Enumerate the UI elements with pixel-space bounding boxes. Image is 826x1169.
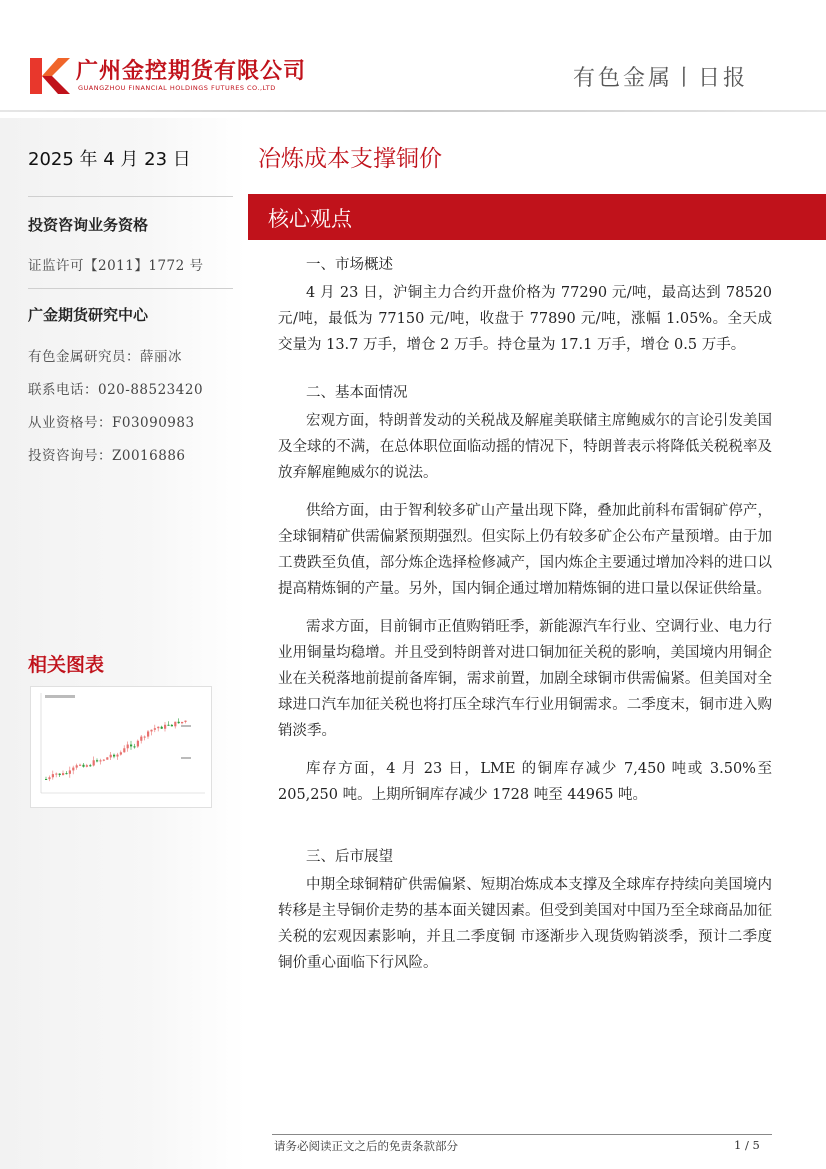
candle-body (106, 757, 108, 759)
company-name: 广州金控期货有限公司 (76, 59, 307, 84)
paragraph: 宏观方面，特朗普发动的关税战及解雇美联储主席鲍威尔的言论引发美国及全球的不满，在总体职位面临动摇的情况下，特朗普表示将降低关税税率及放弃解雇鲍威尔的说法。 (278, 413, 772, 481)
company-logo-icon (28, 54, 72, 98)
candle-body (137, 741, 139, 747)
page-number: 1 / 5 (734, 1138, 760, 1152)
paragraph: 4 月 23 日，沪铜主力合约开盘价格为 77290 元/吨，最高达到 78520 元/吨，最低为 77150 元/吨，收盘于 77890 元/吨，涨幅 1.05%。全天成交量为 13.7 万手，增仓 2 万手。持仓量为 17.1 万手，增仓 0.5 万手。 (278, 285, 772, 353)
candle-body (76, 765, 78, 767)
sidebar-divider (28, 288, 233, 289)
section-title: 三、后市展望 (306, 849, 393, 865)
report-type: 有色金属丨日报 (572, 66, 748, 91)
candle-body (55, 774, 57, 775)
sidebar (0, 118, 246, 1169)
researcher-name: 有色金属研究员：薛丽冰 (28, 349, 182, 365)
candle-body (99, 760, 101, 761)
candle-body (96, 760, 98, 761)
candle-body (174, 722, 176, 727)
candle-body (120, 752, 122, 754)
candle-body (178, 722, 180, 723)
candle-body (171, 725, 173, 726)
contact-phone: 联系电话：020-88523420 (28, 382, 204, 398)
candle-body (69, 770, 71, 773)
candle-body (161, 727, 163, 729)
certificate-number: 从业资格号：F03090983 (28, 415, 195, 431)
candle-body (59, 774, 61, 775)
candle-body (48, 777, 50, 779)
candle-body (157, 727, 159, 728)
candle-body (130, 745, 132, 747)
candle-body (133, 746, 135, 747)
section-title: 一、市场概述 (306, 257, 393, 273)
header-divider (0, 110, 826, 112)
research-center-title: 广金期货研究中心 (28, 306, 149, 324)
candle-body (82, 765, 84, 767)
page-header (0, 0, 826, 120)
candle-body (79, 765, 81, 766)
company-name-en: GUANGZHOU FINANCIAL HOLDINGS FUTURES CO.,LTD (78, 84, 276, 92)
section-title: 二、基本面情况 (306, 385, 408, 401)
candle-body (167, 725, 169, 726)
candle-body (123, 748, 125, 752)
footer-divider (272, 1134, 772, 1135)
license-number: 证监许可【2011】1772 号 (28, 258, 204, 274)
candle-body (147, 731, 149, 736)
candle-body (127, 745, 129, 749)
candle-body (103, 760, 105, 761)
core-view-title: 核心观点 (268, 207, 352, 231)
candle-body (116, 755, 118, 757)
candle-body (45, 779, 47, 780)
candle-body (184, 721, 186, 722)
report-title: 冶炼成本支撑铜价 (258, 146, 442, 172)
candle-body (62, 773, 64, 775)
candle-body (144, 737, 146, 738)
sidebar-divider (28, 196, 233, 197)
candlestick-chart (31, 687, 211, 807)
paragraph: 中期全球铜精矿供需偏紧、短期冶炼成本支撑及全球库存持续向美国境内转移是主导铜价走势的基本面关键因素。但受到美国对中国乃至全球商品加征关税的宏观因素影响，并且二季度铜 市逐渐步入现货购销淡季，预计二季度铜价重心面临下行风险。 (278, 877, 772, 971)
consult-number: 投资咨询号：Z0016886 (28, 448, 186, 464)
related-charts-title: 相关图表 (28, 654, 105, 676)
candle-body (72, 768, 74, 771)
candle-body (181, 722, 183, 723)
candle-body (150, 730, 152, 732)
candle-body (52, 774, 54, 777)
paragraph: 库存方面，4 月 23 日，LME 的铜库存减少 7,450 吨或 3.50%至 205,250 吨。上期所铜库存减少 1728 吨至 44965 吨。 (278, 761, 772, 803)
candle-body (93, 760, 95, 765)
candle-body (65, 773, 67, 774)
paragraph: 供给方面，由于智利较多矿山产量出现下降，叠加此前科布雷铜矿停产，全球铜精矿供需偏紧预期强烈。但实际上仍有较多矿企公布产量预增。由于加工费跌至负值，部分炼企选择检修减产，国内炼企主要通过增加冷料的进口以提高精炼铜的产量。另外，国内铜企通过增加精炼铜的进口量以保证供给量。 (278, 503, 772, 597)
candle-body (164, 725, 166, 729)
copper-price-chart (30, 686, 212, 808)
candle-body (110, 755, 112, 758)
paragraph: 需求方面，目前铜市正值购销旺季，新能源汽车行业、空调行业、电力行业用铜量均稳增。并且受到特朗普对进口铜加征关税的影响，美国境内用铜企业在关税落地前提前备库铜，需求前置，加剧全球铜市供需偏紧。但美国对全球进口汽车加征关税也将打压全球汽车行业用铜需求。二季度末，铜市进入购销淡季。 (278, 619, 772, 739)
candle-body (89, 765, 91, 766)
disclaimer-note: 请务必阅读正文之后的免责条款部分 (274, 1139, 458, 1153)
report-body (278, 252, 772, 976)
candle-body (154, 728, 156, 730)
candle-body (113, 755, 115, 757)
candle-body (86, 765, 88, 767)
candle-body (140, 737, 142, 741)
report-date: 2025 年 4 月 23 日 (28, 149, 191, 170)
qualification-title: 投资咨询业务资格 (28, 216, 149, 234)
